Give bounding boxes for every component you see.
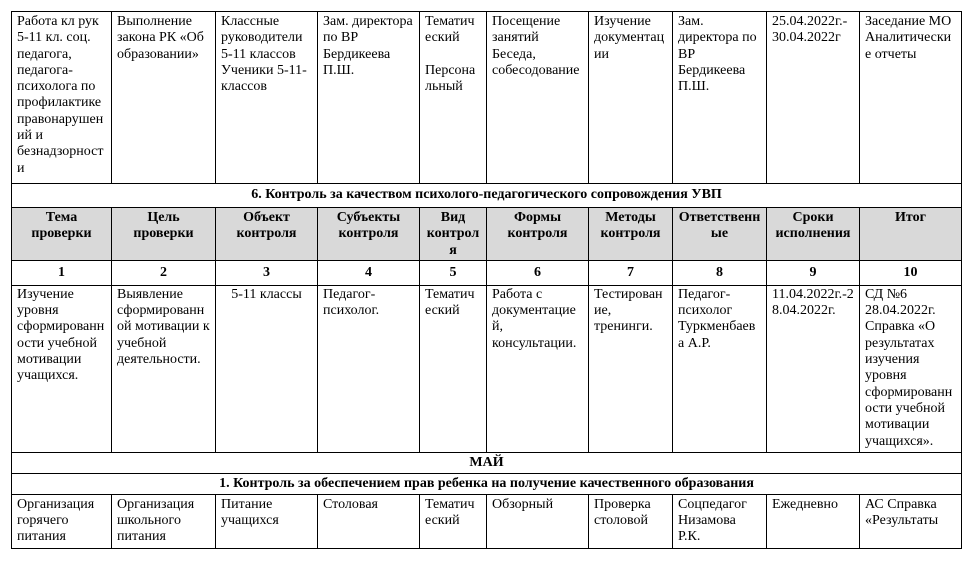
column-number: 1 bbox=[12, 260, 112, 285]
object-cell: 5-11 классы bbox=[216, 285, 318, 452]
column-header: Ответственные bbox=[673, 208, 767, 261]
month-title: МАЙ bbox=[12, 452, 962, 473]
result-cell: Заседание МО Аналитические отчеты bbox=[860, 12, 962, 184]
object-cell: Питание учащихся bbox=[216, 494, 318, 548]
deadline-cell: 11.04.2022г.-28.04.2022г. bbox=[767, 285, 860, 452]
column-header: Сроки исполнения bbox=[767, 208, 860, 261]
result-cell: СД №6 28.04.2022г. Справка «О результатах изучения уровня сформированности учебной мотивации учащихся». bbox=[860, 285, 962, 452]
column-header: Итог bbox=[860, 208, 962, 261]
column-number: 3 bbox=[216, 260, 318, 285]
method-cell: Изучение документации bbox=[589, 12, 673, 184]
goal-cell: Организация школьного питания bbox=[112, 494, 216, 548]
responsible-cell: Соцпедагог Низамова Р.К. bbox=[673, 494, 767, 548]
column-number: 4 bbox=[318, 260, 420, 285]
column-number: 10 bbox=[860, 260, 962, 285]
table-row bbox=[12, 494, 962, 548]
column-header: Субъекты контроля bbox=[318, 208, 420, 261]
goal-cell: Выявление сформированной мотивации к учебной деятельности. bbox=[112, 285, 216, 452]
type-line: Тематический bbox=[425, 14, 475, 46]
header-row bbox=[12, 208, 962, 261]
column-header: Вид контроля bbox=[420, 208, 487, 261]
table-row bbox=[12, 285, 962, 452]
deadline-cell: 25.04.2022г.-30.04.2022г bbox=[767, 12, 860, 184]
goal-cell: Выполнение закона РК «Об образовании» bbox=[112, 12, 216, 184]
column-header: Формы контроля bbox=[487, 208, 589, 261]
subject-cell: Педагог-психолог. bbox=[318, 285, 420, 452]
method-cell: Проверка столовой bbox=[589, 494, 673, 548]
month-row bbox=[12, 452, 962, 473]
column-number: 2 bbox=[112, 260, 216, 285]
type-line: Персональный bbox=[425, 62, 476, 94]
section-title-row bbox=[12, 184, 962, 208]
responsible-cell: Педагог-психолог Туркменбаева А.Р. bbox=[673, 285, 767, 452]
method-cell: Тестирование, тренинги. bbox=[589, 285, 673, 452]
result-cell: АС Справка «Результаты bbox=[860, 494, 962, 548]
section-title: 1. Контроль за обеспечением прав ребенка на получение качественного образования bbox=[12, 473, 962, 494]
topic-cell: Изучение уровня сформированности учебной мотивации учащихся. bbox=[12, 285, 112, 452]
form-cell: Работа с документацией, консультации. bbox=[487, 285, 589, 452]
column-header: Цель проверки bbox=[112, 208, 216, 261]
control-plan-table bbox=[11, 11, 962, 549]
control-plan-document bbox=[11, 11, 962, 549]
column-header: Объект контроля bbox=[216, 208, 318, 261]
column-header: Тема проверки bbox=[12, 208, 112, 261]
form-cell: Посещение занятий Беседа, собесодование bbox=[487, 12, 589, 184]
type-cell: Тематический bbox=[420, 285, 487, 452]
subject-cell: Столовая bbox=[318, 494, 420, 548]
responsible-cell: Зам. директора по ВР Бердикеева П.Ш. bbox=[673, 12, 767, 184]
form-cell: Обзорный bbox=[487, 494, 589, 548]
type-cell bbox=[420, 12, 487, 184]
deadline-cell: Ежедневно bbox=[767, 494, 860, 548]
column-number: 6 bbox=[487, 260, 589, 285]
column-number: 9 bbox=[767, 260, 860, 285]
subject-cell: Зам. директора по ВР Бердикеева П.Ш. bbox=[318, 12, 420, 184]
column-number: 7 bbox=[589, 260, 673, 285]
object-cell: Классные руководители 5-11 классов Ученики 5-11-классов bbox=[216, 12, 318, 184]
topic-cell: Работа кл рук 5-11 кл. соц. педагога, педагога-психолога по профилактике правонарушений и безнадзорности bbox=[12, 12, 112, 184]
topic-cell: Организация горячего питания bbox=[12, 494, 112, 548]
section-title-row bbox=[12, 473, 962, 494]
column-header: Методы контроля bbox=[589, 208, 673, 261]
table-row bbox=[12, 12, 962, 184]
column-number: 8 bbox=[673, 260, 767, 285]
section-title: 6. Контроль за качеством психолого-педагогического сопровождения УВП bbox=[12, 184, 962, 208]
column-number: 5 bbox=[420, 260, 487, 285]
type-cell: Тематический bbox=[420, 494, 487, 548]
column-number-row bbox=[12, 260, 962, 285]
